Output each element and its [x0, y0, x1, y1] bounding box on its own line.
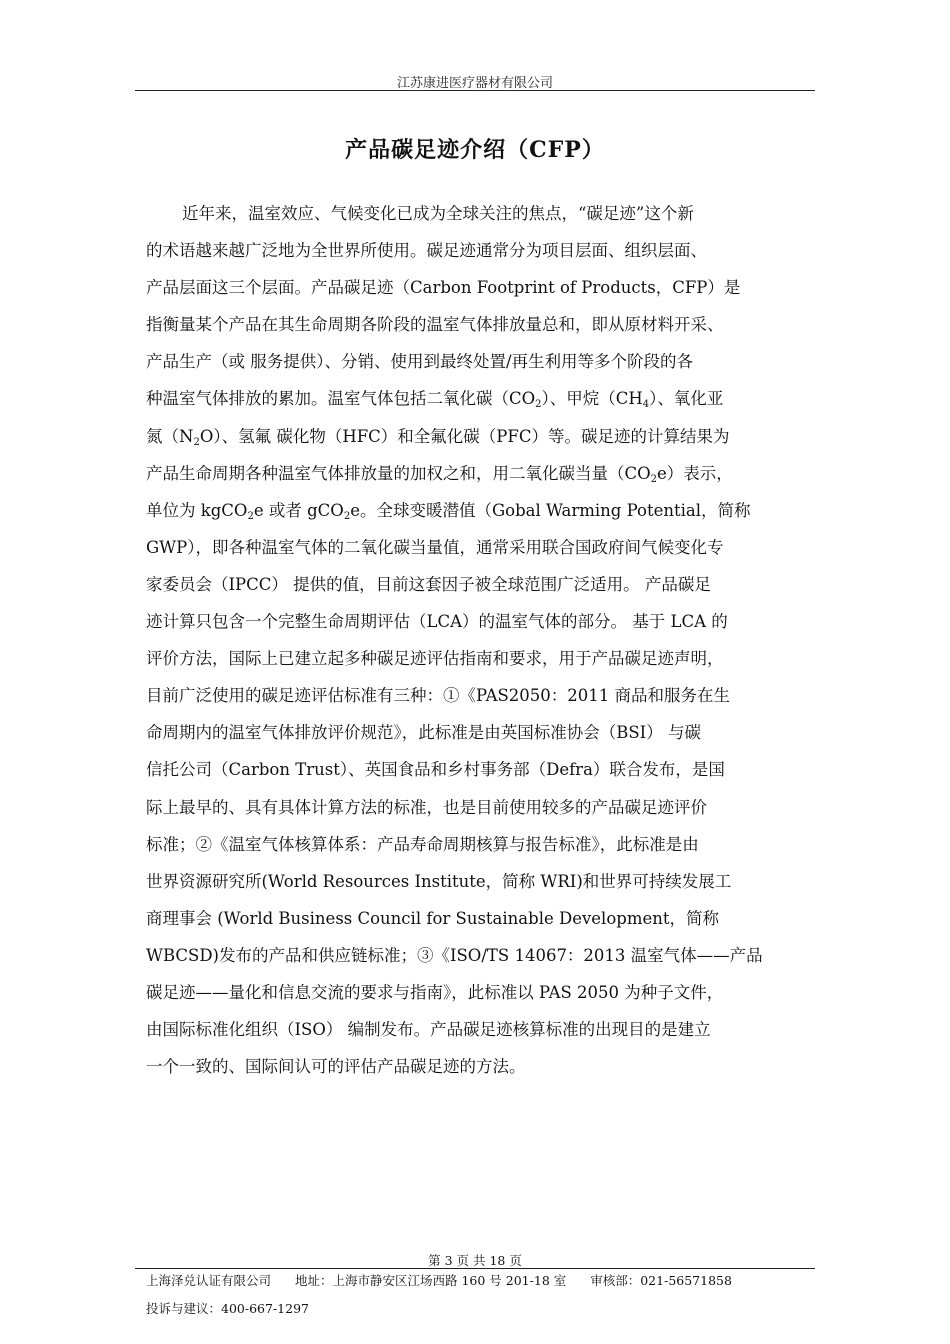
body-line: WBCSD)发布的产品和供应链标准；③《ISO/TS 14067：2013 温室气体——产品	[146, 945, 763, 965]
subscript: 2	[247, 510, 254, 522]
text-segment: ）、氧化亚	[649, 389, 724, 409]
subscript: 2	[650, 473, 658, 485]
body-line: 产品层面这三个层面。产品碳足迹（Carbon Footprint of Products，CFP）是	[146, 278, 741, 298]
body-line: 评价方法，国际上已建立起多种碳足迹评估指南和要求，用于产品碳足迹声明，	[146, 649, 724, 669]
body-line	[146, 455, 806, 492]
subscript: 2	[193, 436, 200, 448]
subscript: 4	[642, 399, 650, 411]
body-line: 商理事会 (World Business Council for Sustainable Development，简称	[146, 908, 719, 928]
subscript: 2	[343, 510, 351, 522]
footer-company: 上海泽兑认证有限公司	[146, 1273, 272, 1288]
subscript: 2	[535, 399, 542, 411]
footer-address: 地址：上海市静安区江场西路 160 号 201-18 室	[295, 1273, 567, 1288]
body-line: 产品生产（或 服务提供）、分销、使用到最终处置/再生利用等多个阶段的各	[146, 352, 694, 372]
footer-divider	[135, 1268, 815, 1269]
body-line: 由国际标准化组织（ISO） 编制发布。产品碳足迹核算标准的出现目的是建立	[146, 1020, 711, 1040]
body-line: 近年来，温室效应、气候变化已成为全球关注的焦点，“碳足迹”这个新	[182, 204, 694, 223]
body-line: 标准；②《温室气体核算体系：产品寿命周期核算与报告标准》，此标准是由	[146, 834, 699, 854]
text-segment: e）表示，	[657, 463, 733, 483]
body-line: 碳足迹——量化和信息交流的要求与指南》，此标准以 PAS 2050 为种子文件，	[146, 982, 724, 1002]
body-line: 际上最早的、具有具体计算方法的标准，也是目前使用较多的产品碳足迹评价	[146, 797, 707, 817]
footer-info	[146, 1271, 752, 1289]
text-segment: ）、甲烷（CH	[541, 389, 643, 409]
body-line	[146, 380, 806, 417]
text-segment: 种温室气体排放的累加。温室气体包括二氧化碳（CO	[146, 389, 536, 409]
body-line: 一个一致的、国际间认可的评估产品碳足迹的方法。	[146, 1057, 526, 1077]
body-line: 的术语越来越广泛地为全世界所使用。碳足迹通常分为项目层面、组织层面、	[146, 241, 707, 261]
footer-review-phone: 审核部：021-56571858	[590, 1273, 732, 1288]
footer-complaint: 投诉与建议：400-667-1297	[146, 1301, 309, 1316]
text-segment: e 或者 gCO	[253, 500, 344, 520]
header-company-name: 江苏康进医疗器材有限公司	[396, 76, 553, 91]
body-line: 指衡量某个产品在其生命周期各阶段的温室气体排放量总和，即从原材料开采、	[146, 315, 724, 335]
header-divider	[135, 90, 815, 91]
body-line: 信托公司（Carbon Trust）、英国食品和乡村事务部（Defra）联合发布，是国	[146, 760, 725, 780]
body-line	[146, 418, 806, 455]
text-segment: O）、氢氟 碳化物（HFC）和全氟化碳（PFC）等。碳足迹的计算结果为	[199, 426, 730, 446]
body-line	[146, 492, 806, 529]
page-number: 第 3 页 共 18 页	[428, 1253, 522, 1268]
body-line: 目前广泛使用的碳足迹评估标准有三种：①《PAS2050：2011 商品和服务在生	[146, 686, 731, 706]
text-segment: 单位为 kgCO	[146, 500, 248, 520]
text-segment: 氮（N	[146, 426, 194, 446]
body-line: 家委员会（IPCC） 提供的值，目前这套因子被全球范围广泛适用。 产品碳足	[146, 574, 711, 594]
text-segment: 产品生命周期各种温室气体排放量的加权之和，用二氧化碳当量（CO	[146, 463, 651, 483]
body-line: 命周期内的温室气体排放评价规范》，此标准是由英国标准协会（BSI） 与碳	[146, 723, 701, 743]
document-title: 产品碳足迹介绍（CFP）	[345, 137, 605, 163]
body-line: 世界资源研究所(World Resources Institute，简称 WRI)和世界可持续发展工	[146, 871, 732, 891]
body-line: 迹计算只包含一个完整生命周期评估（LCA）的温室气体的部分。 基于 LCA 的	[146, 612, 728, 632]
body-paragraph	[146, 195, 806, 1085]
text-segment: e。全球变暖潜值（Gobal Warming Potential，简称	[350, 500, 751, 520]
body-line: GWP），即各种温室气体的二氧化碳当量值，通常采用联合国政府间气候变化专	[146, 537, 724, 557]
